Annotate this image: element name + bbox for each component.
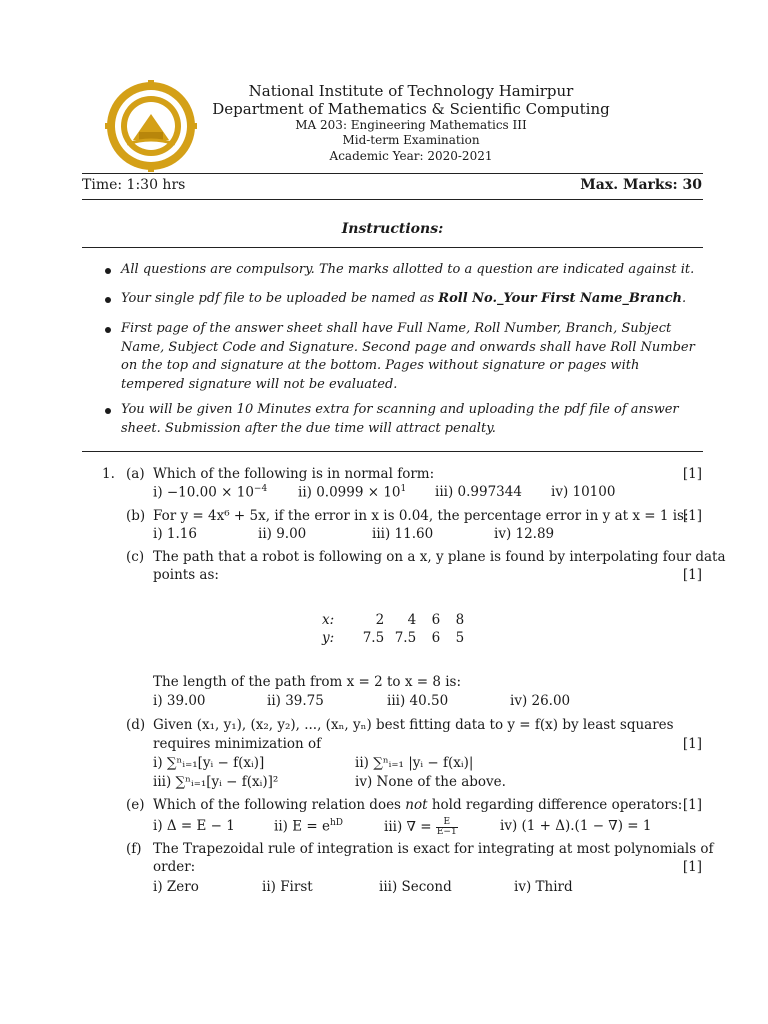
part-f-text-cont: order:	[153, 859, 196, 875]
part-f-label: (f)	[126, 841, 142, 857]
data-points-table	[322, 611, 464, 647]
bullet-icon	[105, 268, 111, 274]
part-a-label: (a)	[126, 466, 145, 482]
part-d-label: (d)	[126, 717, 146, 733]
option: i) 39.00	[153, 693, 206, 709]
institute-name: National Institute of Technology Hamirpur	[248, 82, 574, 100]
part-b-marks: [1]	[682, 508, 702, 524]
part-b-text: For y = 4x⁶ + 5x, if the error in x is 0.04, the percentage error in y at x = 1 is:	[153, 508, 689, 524]
option: iii) 0.997344	[435, 484, 522, 500]
header-rule-bottom	[82, 199, 703, 200]
bullet-icon	[105, 327, 111, 333]
academic-year: Academic Year: 2020-2021	[329, 149, 493, 163]
part-d-text: Given (x₁, y₁), (x₂, y₂), ..., (xₙ, yₙ) best fitting data to y = f(x) by least squares	[153, 717, 674, 733]
option: iii) 40.50	[387, 693, 449, 709]
option: iii) ∑ⁿᵢ₌₁[yᵢ − f(xᵢ)]²	[153, 774, 279, 790]
course-title: MA 203: Engineering Mathematics III	[295, 118, 527, 132]
exam-time: Time: 1:30 hrs	[82, 177, 186, 193]
part-f-marks: [1]	[682, 859, 702, 875]
option: iv) 26.00	[510, 693, 571, 709]
option: iv) None of the above.	[355, 774, 506, 790]
part-c-text-cont: points as:	[153, 567, 219, 583]
instructions-rule-top	[82, 247, 703, 248]
option: ii) $E = e^{hD}$	[274, 818, 343, 835]
part-c-after-text: The length of the path from x = 2 to x = 8 is:	[153, 674, 462, 690]
option: ii) First	[262, 879, 313, 895]
option: $i) -10.00 \times 10^{-4}$	[153, 484, 268, 501]
option: i) Zero	[153, 879, 199, 895]
instructions-rule-bottom	[82, 451, 703, 452]
part-c-label: (c)	[126, 549, 145, 565]
header-rule-top	[82, 173, 703, 174]
option: iv) 10100	[551, 484, 616, 500]
part-c-marks: [1]	[682, 567, 702, 583]
instruction-item: You will be given 10 Minutes extra for scanning and uploading the pdf file of answer sheet. Submission after the due time will attract penalty.	[105, 401, 703, 438]
table-row: y: 7.5 7.5 6 5	[322, 630, 465, 646]
part-d-text-cont: requires minimization of	[153, 736, 322, 752]
option: ii) 9.00	[258, 526, 307, 542]
option: iv) (1 + Δ).(1 − ∇) = 1	[500, 818, 652, 834]
option: i) Δ = E − 1	[153, 818, 235, 834]
option: iii) 11.60	[372, 526, 434, 542]
max-marks: Max. Marks: 30	[580, 177, 702, 193]
part-a-text: Which of the following is in normal form:	[153, 466, 435, 482]
option: ii) ∑ⁿᵢ₌₁ |yᵢ − f(xᵢ)|	[355, 755, 474, 771]
bullet-icon	[105, 297, 111, 303]
option: iv) 12.89	[494, 526, 555, 542]
part-c-text: The path that a robot is following on a x, y plane is found by interpolating four data	[153, 549, 726, 565]
option: iv) Third	[514, 879, 573, 895]
part-f-text: The Trapezoidal rule of integration is exact for integrating at most polynomials of	[153, 841, 714, 857]
option: ii) 39.75	[267, 693, 324, 709]
department-name: Department of Mathematics & Scientific Computing	[212, 100, 610, 118]
option: ii) $0.0999 \times 10^1$	[298, 484, 407, 501]
instruction-item: All questions are compulsory. The marks allotted to a question are indicated against it.	[105, 261, 703, 280]
exam-title: Mid-term Examination	[342, 133, 480, 147]
part-a-marks: [1]	[682, 466, 702, 482]
option: iii) Second	[379, 879, 452, 895]
instructions-title: Instructions:	[341, 221, 444, 237]
part-e-label: (e)	[126, 797, 145, 813]
part-e-text: Which of the following relation does not hold regarding difference operators:	[153, 797, 683, 813]
part-b-label: (b)	[126, 508, 146, 524]
option: iii) ∇ = $\frac{E}{E-1}$	[384, 817, 457, 837]
part-e-marks: [1]	[682, 797, 702, 813]
option: i) ∑ⁿᵢ₌₁[yᵢ − f(xᵢ)]	[153, 755, 265, 771]
table-row: x: 2 4 6 8	[322, 612, 465, 628]
bullet-icon	[105, 408, 111, 414]
filename-format: Roll No._Your First Name_Branch	[438, 291, 682, 306]
institute-logo	[105, 80, 197, 172]
instruction-item: First page of the answer sheet shall have Full Name, Roll Number, Branch, Subject Name, Subject Code and Signature. Second page and onwards shall have Roll Number on the top and signature at the bottom. Pages without signature or pages with tempered signature will not be evaluated.	[105, 320, 703, 394]
option: i) 1.16	[153, 526, 197, 542]
instruction-item: Your single pdf file to be uploaded be named as Roll No._Your First Name_Branch.	[105, 290, 703, 309]
part-d-marks: [1]	[682, 736, 702, 752]
question-number: 1.	[102, 466, 115, 482]
